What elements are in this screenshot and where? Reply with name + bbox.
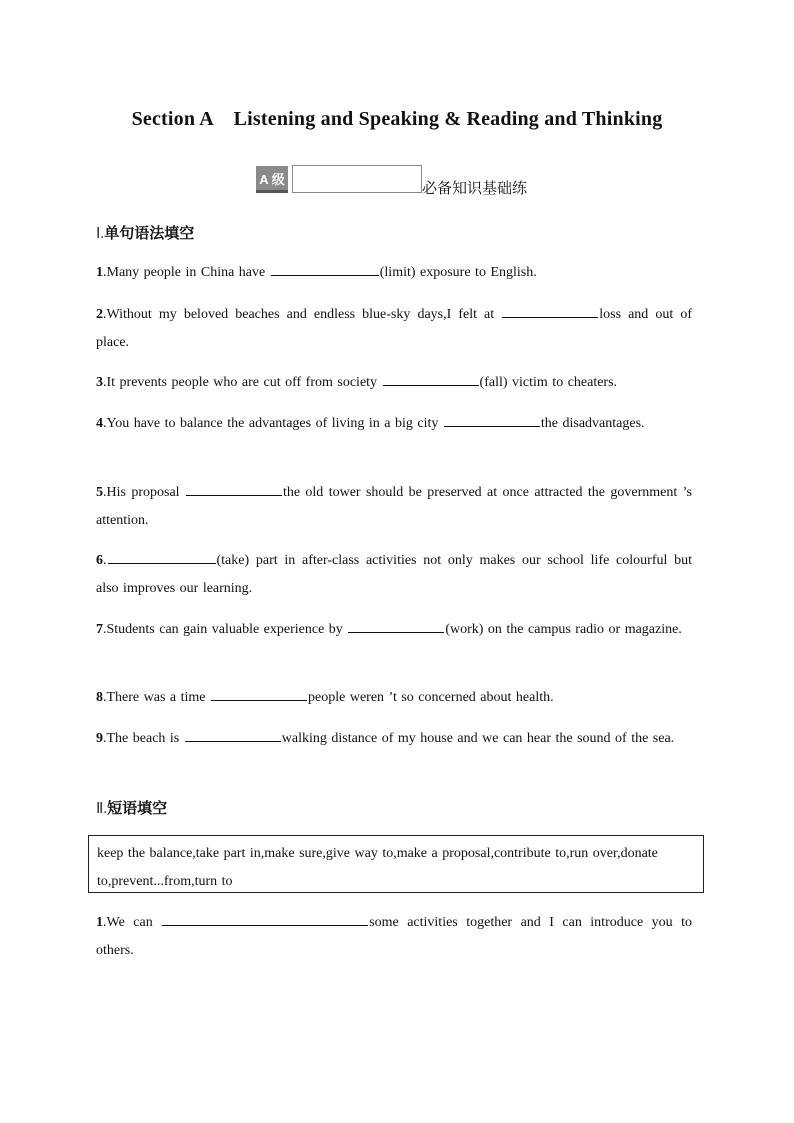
section-label: 短语填空 [107,799,168,817]
answer-blank[interactable] [186,479,282,496]
question-text: (limit) exposure to English. [379,265,537,280]
question-text: .His proposal [103,485,185,500]
section-heading-2 [96,797,167,818]
question-text: the disadvantages. [540,416,645,431]
question-2 [96,301,692,357]
question-number: 7 [96,622,103,637]
question-5 [96,479,692,535]
question-text: people weren ’t so concerned about health. [308,690,554,705]
question-text: walking distance of my house and we can hear the sound of the sea. [281,731,675,746]
question-text: the old tower should be preserved at once attracted the government ’s attention. [96,485,692,528]
question-number: 1 [96,915,103,930]
phrase-box: keep the balance,take part in,make sure,give way to,make a proposal,contribute to,run over,donate to,prevent...from,turn to [88,835,704,893]
answer-blank[interactable] [211,684,307,701]
question-text: .Students can gain valuable experience by [103,622,348,637]
question-number: 8 [96,690,103,705]
question-text: .We can [103,915,162,930]
question-number: 1 [96,265,103,280]
question-number: 2 [96,307,103,322]
section-label: 单句语法填空 [104,224,195,242]
level-row [256,165,527,195]
page-title: Section A Listening and Speaking & Reading and Thinking [131,108,663,130]
question-text: .It prevents people who are cut off from society [103,375,382,390]
level-text: 必备知识基础练 [422,179,528,197]
question-8 [96,684,692,712]
question-text: . [103,553,107,568]
question-4 [96,410,692,438]
question-number: 4 [96,416,103,431]
question-1 [96,259,692,287]
level-box [292,165,422,193]
answer-blank[interactable] [502,301,598,318]
answer-blank[interactable] [348,616,444,633]
question-number: 6 [96,553,103,568]
section-heading-1 [96,222,194,243]
question-text: .The beach is [103,731,184,746]
question-number: 5 [96,485,103,500]
question-text: some activities together and I can introduce you to others. [96,915,692,958]
question-9 [96,725,692,753]
answer-blank[interactable] [162,909,368,926]
question-number: 9 [96,731,103,746]
answer-blank[interactable] [271,259,379,276]
question-text: loss and out of place. [96,307,692,350]
question-text: (fall) victim to cheaters. [479,375,618,390]
question-number: 3 [96,375,103,390]
question-text: .You have to balance the advantages of living in a big city [103,416,443,431]
phrase-question-1 [96,909,692,965]
answer-blank[interactable] [185,725,281,742]
section-roman: Ⅱ. [96,801,108,817]
question-text: .Many people in China have [103,265,270,280]
answer-blank[interactable] [383,369,479,386]
question-6 [96,547,692,603]
question-text: .Without my beloved beaches and endless blue-sky days,I felt at [103,307,502,322]
question-3 [96,369,692,397]
question-7 [96,616,692,644]
answer-blank[interactable] [444,410,540,427]
section-roman: Ⅰ. [96,226,105,242]
level-badge: A 级 [256,166,288,193]
question-text: (work) on the campus radio or magazine. [445,622,682,637]
question-text: (take) part in after-class activities not only makes our school life colourful but also improves our learning. [96,553,692,596]
question-text: .There was a time [103,690,211,705]
answer-blank[interactable] [108,547,216,564]
